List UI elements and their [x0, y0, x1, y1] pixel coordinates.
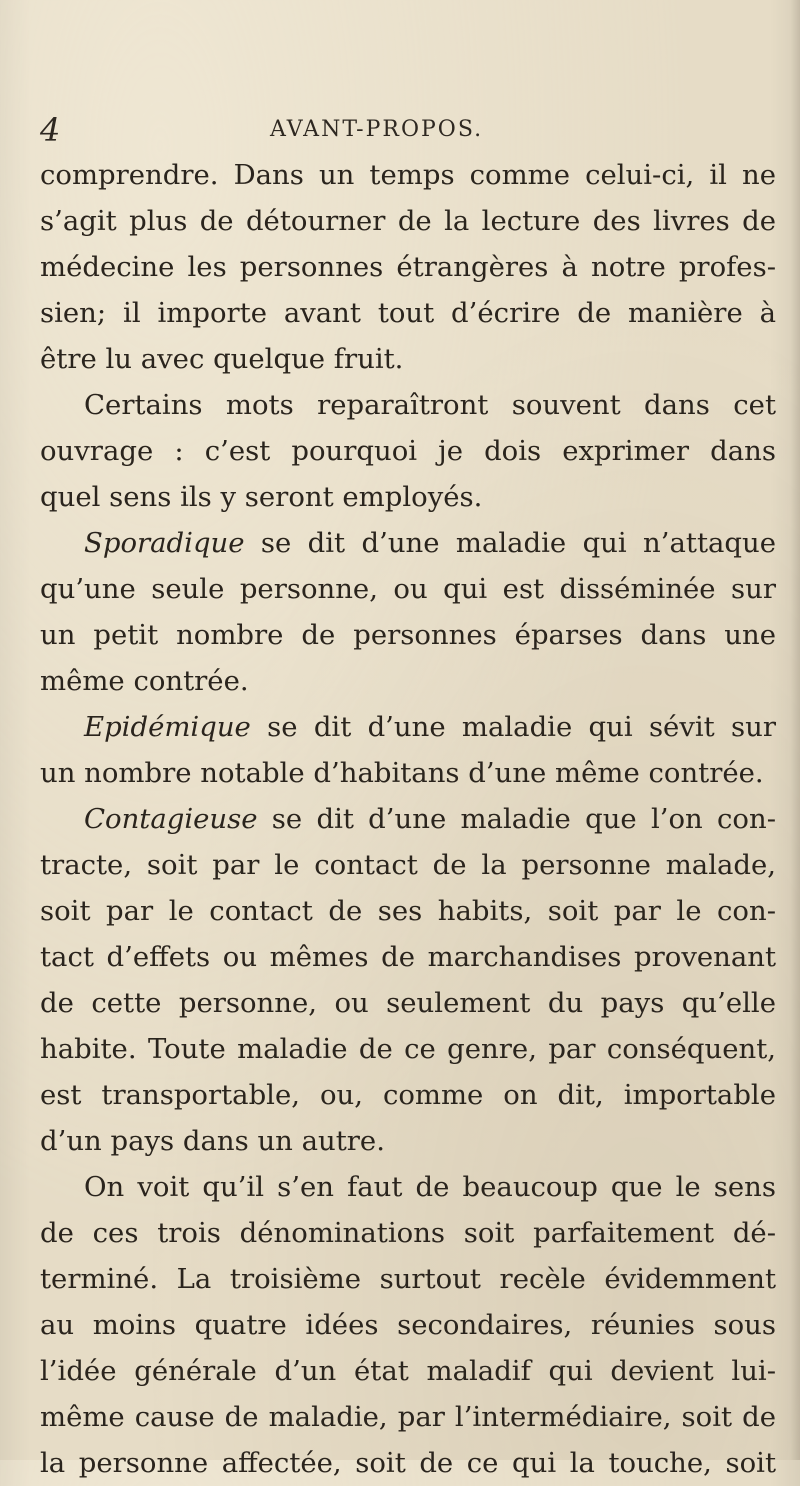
text-line: au moins quatre idées secondaires, réunies sous	[40, 1309, 776, 1341]
text-line: un nombre notable d’habitans d’une même contrée.	[40, 757, 764, 789]
text-line: l’idée générale d’un état maladif qui devient lui-	[40, 1355, 776, 1387]
text-line: médecine les personnes étrangères à notre profes-	[40, 251, 776, 283]
text-line: quel sens ils y seront employés.	[40, 481, 483, 513]
page-number: 4	[40, 111, 61, 149]
text-line: tracte, soit par le contact de la personne malade,	[40, 849, 776, 881]
text-line: d’un pays dans un autre.	[40, 1125, 385, 1157]
term-sporadique: Sporadique	[84, 527, 245, 559]
text-line: terminé. La troisième surtout recèle évidemment	[40, 1263, 776, 1295]
text-line: ouvrage : c’est pourquoi je dois exprimer dans	[40, 435, 776, 467]
header-title: AVANT-PROPOS.	[270, 117, 484, 142]
running-head	[0, 110, 800, 150]
body-text	[40, 152, 776, 1486]
text-line	[40, 796, 776, 842]
text-line: sien; il importe avant tout d’écrire de manière à	[40, 297, 776, 329]
text-line	[40, 704, 776, 750]
text-line: s’agit plus de détourner de la lecture des livres de	[40, 205, 776, 237]
text-line: soit par le contact de ses habits, soit par le con-	[40, 895, 776, 927]
text-line: qu’une seule personne, ou qui est disséminée sur	[40, 573, 776, 605]
text-line-rest: se dit d’une maladie qui sévit sur	[250, 711, 776, 743]
text-line: habite. Toute maladie de ce genre, par conséquent,	[40, 1033, 776, 1065]
text-line: un petit nombre de personnes éparses dans une	[40, 619, 776, 651]
term-epidemique: Epidémique	[84, 711, 251, 743]
text-line: est transportable, ou, comme on dit, importable	[40, 1079, 776, 1111]
text-line: tact d’effets ou mêmes de marchandises provenant	[40, 941, 776, 973]
text-line: de ces trois dénominations soit parfaitement dé-	[40, 1217, 776, 1249]
text-line-rest: se dit d’une maladie qui n’attaque	[244, 527, 776, 559]
text-line: comprendre. Dans un temps comme celui-ci, il ne	[40, 159, 776, 191]
text-line: Certains mots reparaîtront souvent dans cet	[84, 389, 776, 421]
text-line: On voit qu’il s’en faut de beaucoup que le sens	[84, 1171, 776, 1203]
text-line: la personne affectée, soit de ce qui la touche, soit	[40, 1447, 776, 1479]
text-line-rest: se dit d’une maladie que l’on con-	[257, 803, 776, 835]
term-contagieuse: Contagieuse	[84, 803, 258, 835]
text-line: être lu avec quelque fruit.	[40, 343, 404, 375]
text-line	[40, 520, 776, 566]
text-line: même cause de maladie, par l’intermédiaire, soit de	[40, 1401, 776, 1433]
page-edge-shadow	[790, 0, 800, 1460]
text-line: même contrée.	[40, 665, 249, 697]
text-line: de cette personne, ou seulement du pays qu’elle	[40, 987, 776, 1019]
